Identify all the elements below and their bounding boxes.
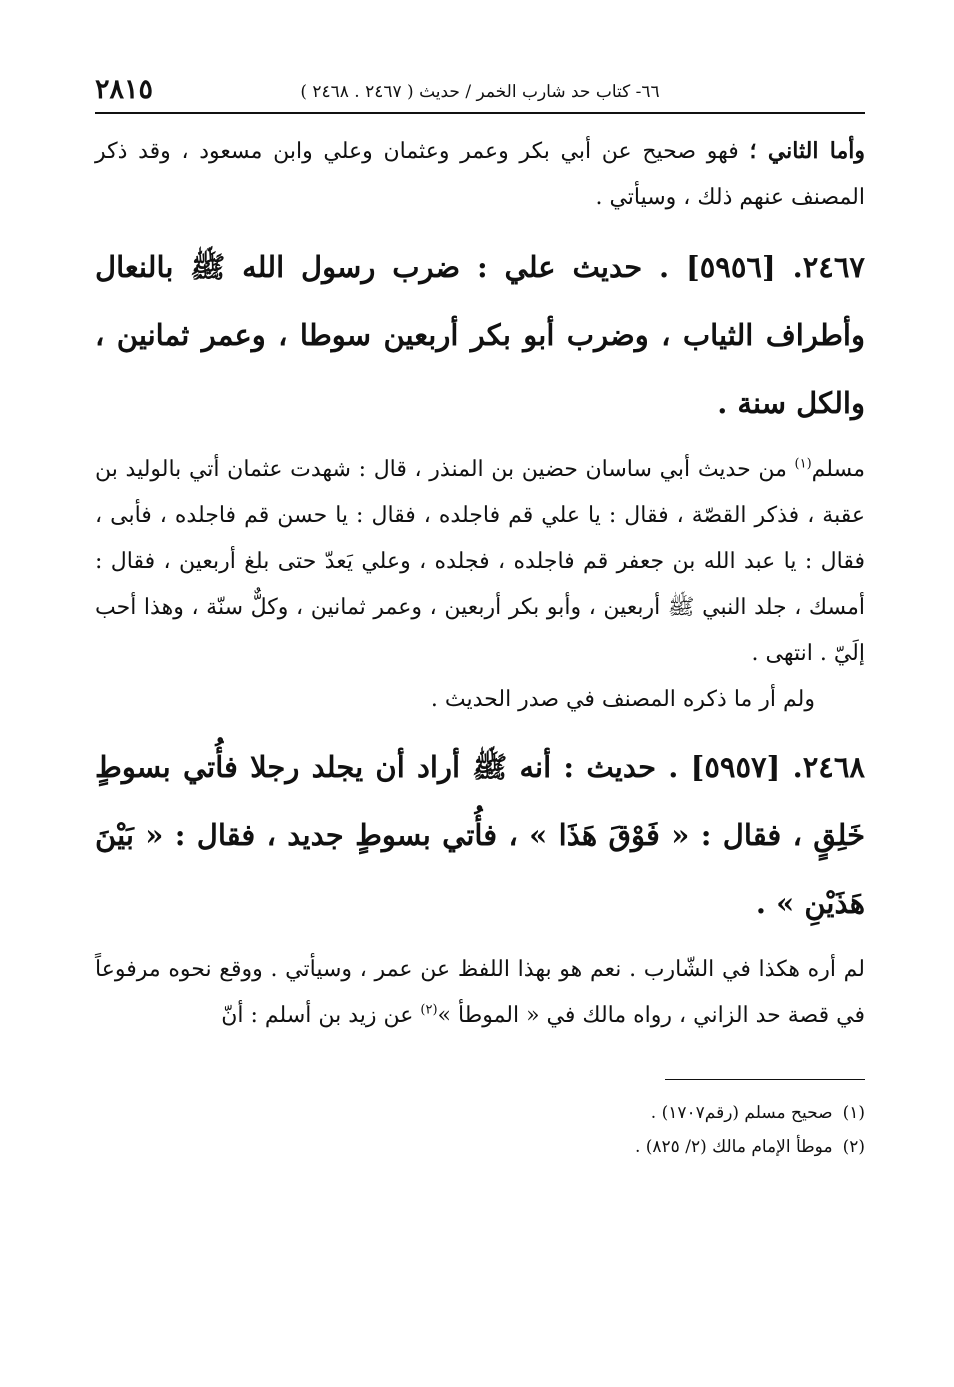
hadith-reference: [٥٩٥٦] <box>685 250 776 284</box>
hadith-text: . حديث علي : ضرب رسول الله ﷺ بالنعال وأطراف الثياب ، وضرب أبو بكر أربعين سوطا ، وعمر ثمانين ، والكل سنة . <box>95 250 865 420</box>
intro-paragraph <box>95 128 865 221</box>
intro-text: فهو صحيح عن أبي بكر وعمر وعثمان وعلي وابن مسعود ، وقد ذكر المصنف عنهم ذلك ، وسيأتي . <box>95 139 865 210</box>
hadith-number: ٢٤٦٧ <box>802 250 865 284</box>
page-number: ٢٨١٥ <box>95 74 154 105</box>
running-title: ٦٦- كتاب حد شارب الخمر / حديث ( ٢٤٦٧ . ٢٤٦٨ ) <box>300 82 660 102</box>
footnote-divider <box>665 1079 865 1080</box>
footnote-number: (١) <box>842 1103 865 1123</box>
footnote-mark-1: (١) <box>794 456 812 472</box>
footnotes <box>95 1096 865 1164</box>
hadith-text: . حديث : أنه ﷺ أراد أن يجلد رجلا فأُتي بسوطٍ خَلِقٍ ، فقال : « فَوْقَ هَذَا » ، فأُتي بسوطٍ جديد ، فقال : « بَيْنَ هَذَيْنِ » . <box>95 750 865 920</box>
commentary-text-after: عن زيد بن أسلم : أنّ <box>221 1003 421 1028</box>
commentary-2468 <box>95 947 865 1039</box>
commentary-2467 <box>95 447 865 677</box>
hadith-2467: ٢٤٦٧. [٥٩٥٦] . حديث علي : ضرب رسول الله ﷺ بالنعال وأطراف الثياب ، وضرب أبو بكر أربعين سوطا ، وعمر ثمانين ، والكل سنة . <box>95 250 865 420</box>
commentary-source: مسلم <box>811 457 865 482</box>
footnote-mark-2: (٢) <box>420 1002 438 1018</box>
hadith-reference: [٥٩٥٧] <box>690 750 781 784</box>
footnote-1 <box>95 1096 865 1130</box>
commentary-note: ولم أر ما ذكره المصنف في صدر الحديث . <box>430 687 815 712</box>
footnote-2 <box>95 1130 865 1164</box>
footnote-text: صحيح مسلم (رقم١٧٠٧) . <box>650 1103 833 1123</box>
footnote-number: (٢) <box>842 1137 865 1157</box>
intro-lead-in: وأما الثاني ؛ <box>749 138 866 164</box>
page-header <box>95 72 865 114</box>
commentary-text: من حديث أبي ساسان حضين بن المنذر ، قال : شهدت عثمان أتي بالوليد بن عقبة ، فذكر القصّة ، فقال : يا علي قم فاجلده ، فقال : يا حسن قم فاجلده ، فأبى ، فقال : يا عبد الله بن جعفر قم فاجلده ، فجلده ، وعلي يَعدّ حتى بلغ أربعين ، فقال : أمسك ، جلد النبي ﷺ أربعين ، وأبو بكر أربعين ، وعمر ثمانين ، وكلٌّ سنّة ، وهذا أحب إلَيّ . انتهى . <box>95 457 865 666</box>
hadith-2468: ٢٤٦٨. [٥٩٥٧] . حديث : أنه ﷺ أراد أن يجلد رجلا فأُتي بسوطٍ خَلِقٍ ، فقال : « فَوْقَ هَذَا » ، فأُتي بسوطٍ جديد ، فقال : « بَيْنَ هَذَيْنِ » . <box>95 750 865 920</box>
commentary-text-before: لم أره هكذا في الشّارب . نعم هو بهذا اللفظ عن عمر ، وسيأتي . ووقع نحوه مرفوعاً في قصة حد الزاني ، رواه مالك في « الموطأ » <box>95 957 865 1028</box>
footnote-text: موطأ الإمام مالك (٢/ ٨٢٥) . <box>634 1137 833 1157</box>
page <box>95 72 865 1164</box>
hadith-number: ٢٤٦٨ <box>802 750 865 784</box>
